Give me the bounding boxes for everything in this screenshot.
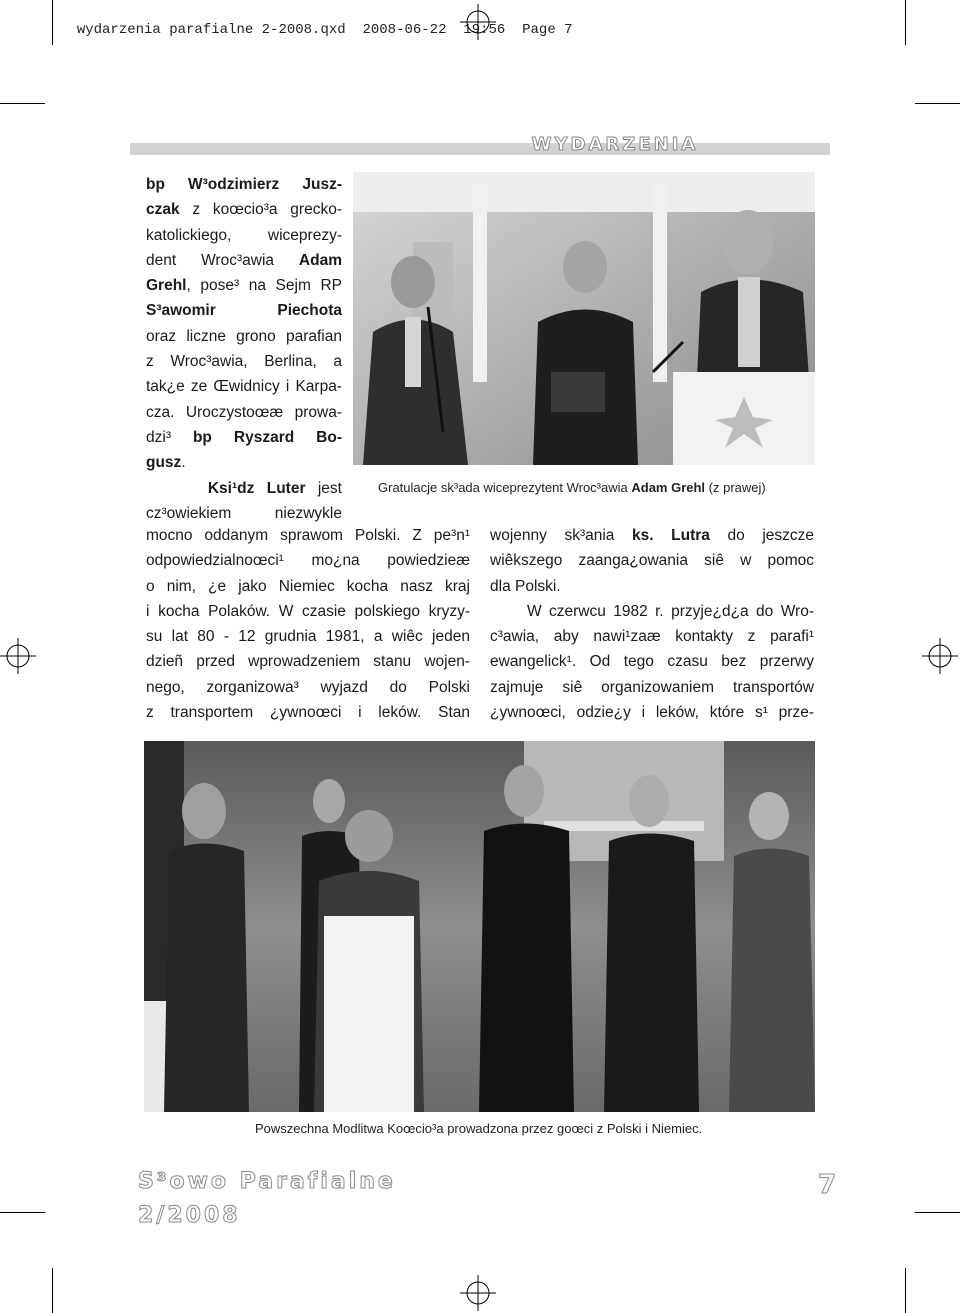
text-run	[146, 480, 208, 497]
text-run: z koœcio³a grecko-	[179, 201, 342, 219]
crop-mark	[0, 103, 45, 104]
text-line: nego, zorganizowa³ wyjazd do Polski	[146, 678, 470, 696]
registration-mark-icon	[0, 638, 36, 674]
text-run: c³awia, aby nawi¹zaæ kontakty z parafi¹	[490, 628, 814, 646]
text-line	[490, 523, 814, 548]
text-run: W czerwcu 1982 r. przyje¿d¿a do Wro-	[490, 602, 814, 620]
text-run: oraz liczne grono parafian	[146, 327, 342, 345]
footer-issue: 2/2008	[138, 1203, 241, 1228]
crop-mark	[915, 1212, 960, 1213]
text-line	[490, 599, 814, 624]
photo-caption-top	[378, 480, 766, 495]
registration-mark-icon	[460, 1275, 496, 1311]
text-line	[146, 197, 342, 222]
caption-top-suffix: (z prawej)	[705, 480, 766, 495]
footer-title: S³owo Parafialne	[138, 1169, 396, 1194]
text-run: dent Wroc³awia	[146, 251, 299, 269]
caption-top-name: Adam Grehl	[631, 480, 706, 495]
text-line: o nim, ¿e jako Niemiec kocha nasz kraj	[146, 577, 470, 595]
text-line: i kocha Polaków. W czasie polskiego kryzy-	[146, 602, 470, 620]
text-run: ewangelick¹. Od tego czasu bez przerwy	[490, 653, 814, 671]
text-line	[490, 548, 814, 573]
crop-mark	[915, 103, 960, 104]
text-line	[490, 700, 814, 725]
text-run: katolickiego, wiceprezy-	[146, 226, 342, 244]
crop-mark	[52, 1268, 53, 1313]
text-bold: Grehl	[146, 277, 187, 295]
slug-time: 19:56	[463, 22, 506, 38]
text-run: , pose³ na Sejm RP	[186, 277, 342, 295]
text-run: jest	[305, 479, 342, 497]
crop-mark	[52, 0, 53, 45]
text-line: odpowiedzialnoœci¹ mo¿na powiedzieæ	[146, 552, 470, 570]
text-line	[146, 349, 342, 374]
text-run: dzi³	[146, 428, 193, 446]
crop-mark	[0, 1212, 45, 1213]
section-title: WYDARZENIA	[531, 134, 699, 155]
caption-top-text: Gratulacje sk³ada wiceprezytent Wroc³awia	[378, 480, 632, 495]
text-run: wiêkszego zaanga¿owania siê w pomoc	[490, 552, 814, 570]
text-line: dzieñ przed wprowadzeniem stanu wojen-	[146, 653, 470, 671]
text-line	[490, 574, 814, 599]
page-number: 7	[818, 1170, 837, 1200]
slug-file: wydarzenia parafialne 2-2008.qxd	[76, 22, 346, 38]
text-run: dla Polski.	[490, 577, 561, 595]
article-left-wide	[146, 523, 470, 725]
text-line	[490, 675, 814, 700]
slug-page: Page 7	[522, 22, 573, 38]
text-bold: S³awomir Piechota	[146, 302, 342, 320]
text-line	[146, 223, 342, 248]
left-intro-lines	[146, 172, 342, 526]
text-line: su lat 80 - 12 grudnia 1981, a wiêc jeden	[146, 628, 470, 646]
text-run: tak¿e ze Œwidnicy i Karpa-	[146, 378, 342, 396]
photo-congratulations	[353, 172, 815, 465]
text-line	[146, 425, 342, 450]
text-line	[146, 450, 342, 475]
text-run: ¿ywnoœci, odzie¿y i leków, które s¹ prze-	[490, 704, 814, 722]
text-bold: bp Ryszard Bo-	[192, 428, 342, 446]
footer-publication	[138, 1168, 396, 1230]
text-line: z transportem ¿ywnoœci i leków. Stan	[146, 704, 470, 722]
article-left-intro	[146, 172, 342, 526]
text-line	[146, 298, 342, 323]
text-line	[146, 248, 342, 273]
photo-prayer	[144, 741, 815, 1112]
text-run: .	[181, 454, 186, 472]
crop-mark	[905, 1268, 906, 1313]
text-bold: Ksi¹dz Luter	[207, 479, 306, 497]
photo-image	[353, 172, 815, 465]
text-bold: Adam	[298, 251, 342, 269]
text-line	[146, 172, 342, 197]
registration-mark-icon	[922, 638, 958, 674]
right-column-lines	[490, 523, 814, 725]
photo-caption-bottom: Powszechna Modlitwa Koœcio³a prowadzona przez goœci z Polski i Niemiec.	[255, 1121, 703, 1136]
text-bold: gusz	[146, 454, 182, 472]
text-line	[146, 400, 342, 425]
text-run: wojenny sk³ania	[490, 527, 633, 544]
text-bold: czak	[146, 201, 180, 219]
text-line	[490, 649, 814, 674]
photo-image	[144, 741, 815, 1112]
text-run: cza. Uroczystoœæ prowa-	[146, 403, 342, 421]
text-bold: bp W³odzimierz Jusz-	[146, 176, 342, 193]
text-line: mocno oddanym sprawom Polski. Z pe³n¹	[146, 527, 470, 544]
text-line	[146, 374, 342, 399]
text-run: zajmuje siê organizowaniem transportów	[490, 678, 814, 696]
text-bold: ks. Lutra	[632, 527, 710, 544]
article-right-column	[490, 523, 814, 725]
left-wide-lines	[146, 523, 470, 725]
slug-date: 2008-06-22	[362, 22, 447, 38]
text-line	[146, 476, 342, 501]
crop-mark	[905, 0, 906, 45]
text-line	[146, 324, 342, 349]
text-run: do jeszcze	[709, 527, 815, 544]
text-run: cz³owiekiem niezwykle	[146, 504, 342, 522]
text-line	[146, 273, 342, 298]
text-run: z Wroc³awia, Berlina, a	[146, 353, 342, 371]
registration-mark-icon	[460, 4, 496, 40]
text-line	[490, 624, 814, 649]
